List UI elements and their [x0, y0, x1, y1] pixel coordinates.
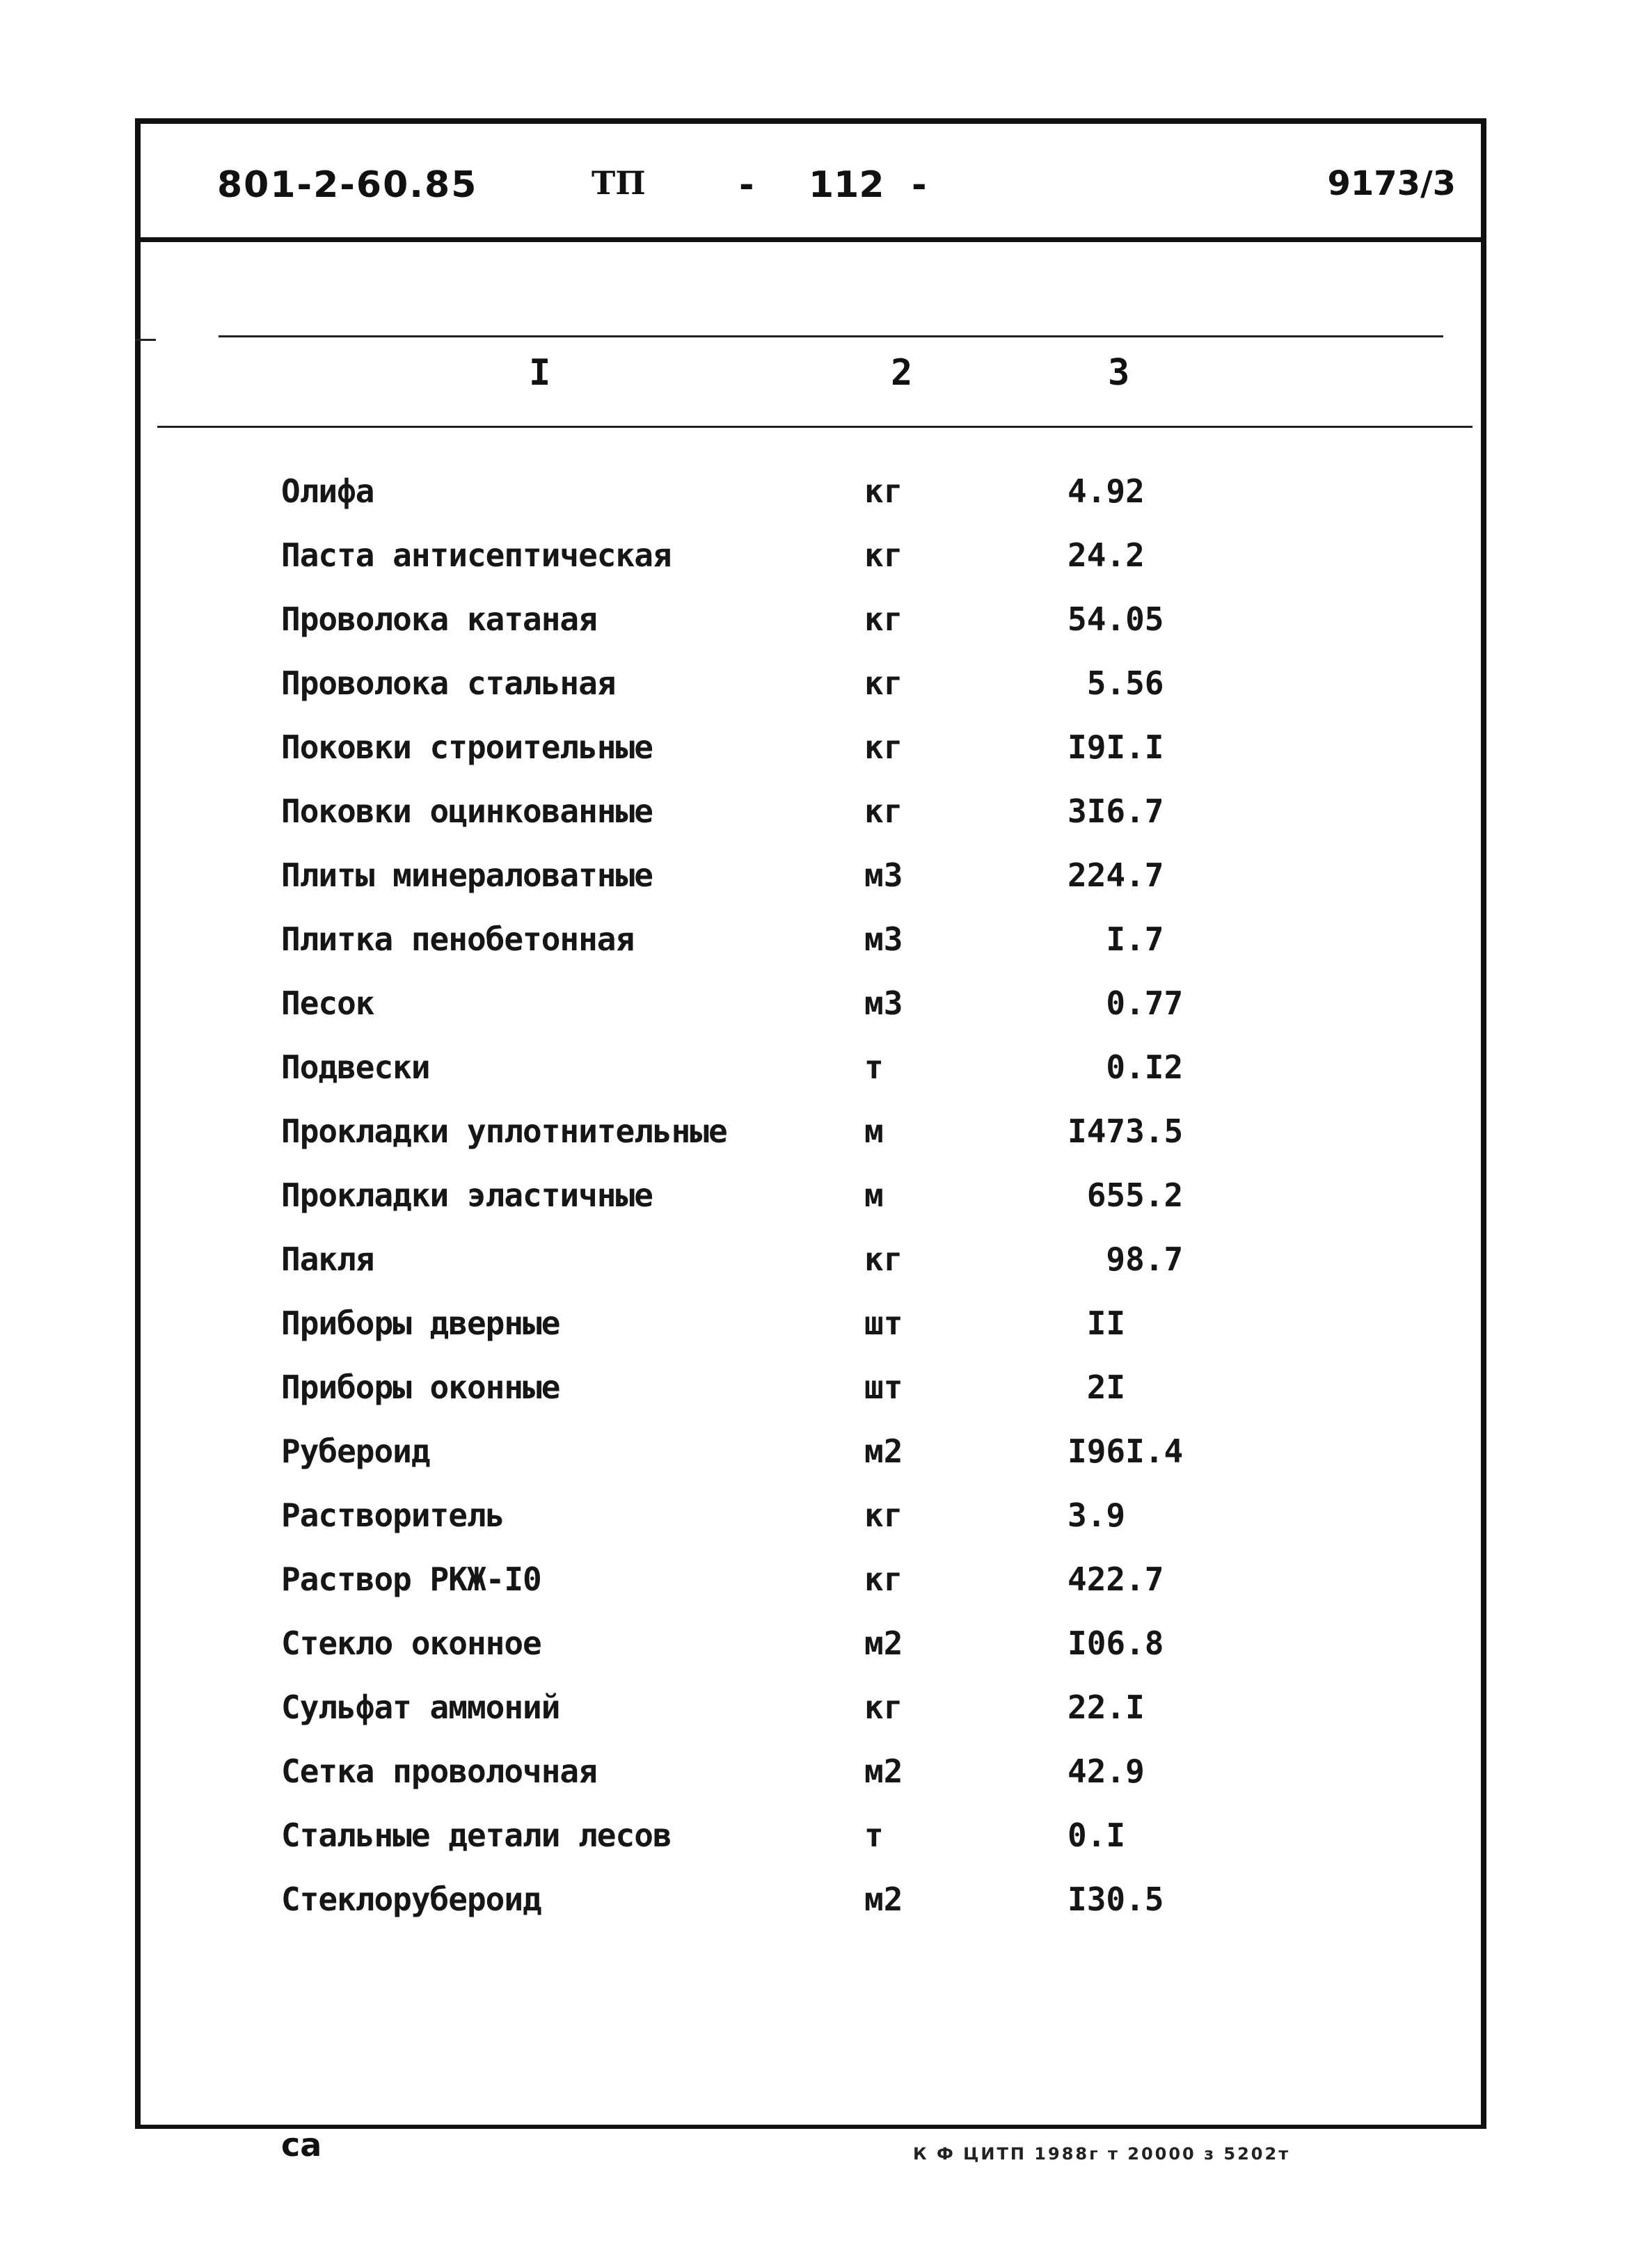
material-name: Стеклорубероид — [281, 1880, 541, 1918]
material-quantity: I06.8 — [1068, 1624, 1164, 1662]
footer-initials: са — [281, 2126, 322, 2164]
material-unit: кг — [864, 600, 903, 638]
material-name: Сульфат аммоний — [281, 1688, 560, 1726]
material-unit: шт — [864, 1304, 903, 1342]
material-unit: кг — [864, 664, 903, 702]
material-quantity: I96I.4 — [1068, 1432, 1184, 1470]
material-quantity: 655.2 — [1068, 1176, 1184, 1214]
table-row — [0, 459, 1627, 523]
material-quantity: 0.I2 — [1068, 1048, 1184, 1086]
table-row — [0, 1035, 1627, 1099]
material-name: Стекло оконное — [281, 1624, 541, 1662]
material-name: Паста антисептическая — [281, 536, 672, 574]
material-quantity: 3.9 — [1068, 1496, 1126, 1534]
table-row — [0, 587, 1627, 651]
material-name: Раствор РКЖ-I0 — [281, 1560, 541, 1598]
table-header-rule — [157, 426, 1473, 428]
material-unit: м2 — [864, 1624, 903, 1662]
material-unit: кг — [864, 536, 903, 574]
table-row — [0, 1099, 1627, 1163]
material-name: Прокладки уплотнительные — [281, 1112, 727, 1150]
material-quantity: 0.I — [1068, 1816, 1126, 1854]
material-unit: кг — [864, 1240, 903, 1278]
material-quantity: 2I — [1068, 1368, 1126, 1406]
table-row — [0, 971, 1627, 1035]
column-header-name: I — [529, 352, 551, 394]
material-quantity: I473.5 — [1068, 1112, 1184, 1150]
table-row — [0, 1867, 1627, 1931]
table-row — [0, 1291, 1627, 1355]
material-quantity: 422.7 — [1068, 1560, 1164, 1598]
material-quantity: 42.9 — [1068, 1752, 1145, 1790]
table-row — [0, 1675, 1627, 1739]
page-dash-right: - — [912, 164, 927, 206]
material-quantity: 3I6.7 — [1068, 792, 1164, 830]
material-name: Олифа — [281, 472, 374, 510]
material-unit: м3 — [864, 920, 903, 958]
material-name: Поковки оцинкованные — [281, 792, 653, 830]
table-top-rule — [219, 335, 1443, 337]
material-quantity: I.7 — [1068, 920, 1164, 958]
column-header-qty: 3 — [1108, 352, 1130, 394]
table-row — [0, 1611, 1627, 1675]
material-name: Плитка пенобетонная — [281, 920, 635, 958]
table-row — [0, 1227, 1627, 1291]
material-unit: кг — [864, 1496, 903, 1534]
material-unit: м2 — [864, 1432, 903, 1470]
material-name: Песок — [281, 984, 374, 1022]
material-unit: м3 — [864, 984, 903, 1022]
table-row — [0, 651, 1627, 715]
material-name: Приборы оконные — [281, 1368, 560, 1406]
material-unit: м3 — [864, 856, 903, 894]
table-row — [0, 1803, 1627, 1867]
material-name: Стальные детали лесов — [281, 1816, 672, 1854]
table-row — [0, 1547, 1627, 1611]
material-unit: м — [864, 1176, 884, 1214]
material-name: Рубероид — [281, 1432, 430, 1470]
material-quantity: I30.5 — [1068, 1880, 1164, 1918]
material-name: Проволока катаная — [281, 600, 597, 638]
table-row — [0, 1419, 1627, 1483]
table-row — [0, 1163, 1627, 1227]
material-unit: м2 — [864, 1880, 903, 1918]
material-quantity: 4.92 — [1068, 472, 1145, 510]
material-quantity: I9I.I — [1068, 728, 1164, 766]
material-quantity: 24.2 — [1068, 536, 1145, 574]
table-row — [0, 1739, 1627, 1803]
material-name: Пакля — [281, 1240, 374, 1278]
margin-tick — [135, 339, 156, 341]
material-unit: кг — [864, 472, 903, 510]
material-unit: м2 — [864, 1752, 903, 1790]
material-quantity: 22.I — [1068, 1688, 1145, 1726]
material-unit: кг — [864, 1560, 903, 1598]
material-unit: кг — [864, 728, 903, 766]
material-name: Плиты минераловатные — [281, 856, 653, 894]
material-quantity: II — [1068, 1304, 1126, 1342]
material-unit: м — [864, 1112, 884, 1150]
table-row — [0, 715, 1627, 779]
material-quantity: 0.77 — [1068, 984, 1184, 1022]
page-number: 112 — [809, 164, 884, 206]
material-unit: кг — [864, 1688, 903, 1726]
title-block — [141, 124, 1481, 242]
material-name: Подвески — [281, 1048, 430, 1086]
material-name: Растворитель — [281, 1496, 505, 1534]
material-name: Приборы дверные — [281, 1304, 560, 1342]
material-name: Проволока стальная — [281, 664, 616, 702]
column-header-unit: 2 — [891, 352, 913, 394]
page-dash-left: - — [739, 164, 754, 206]
material-quantity: 224.7 — [1068, 856, 1164, 894]
material-unit: т — [864, 1048, 884, 1086]
table-row — [0, 779, 1627, 843]
material-quantity: 54.05 — [1068, 600, 1164, 638]
table-row — [0, 907, 1627, 971]
material-unit: шт — [864, 1368, 903, 1406]
table-row — [0, 843, 1627, 907]
material-unit: кг — [864, 792, 903, 830]
document-code: 801-2-60.85 — [217, 164, 478, 206]
material-name: Прокладки эластичные — [281, 1176, 653, 1214]
table-row — [0, 1355, 1627, 1419]
print-imprint: К Ф ЦИТП 1988г т 20000 з 5202т — [913, 2144, 1291, 2164]
document-type: ТП — [592, 164, 646, 202]
material-name: Сетка проволочная — [281, 1752, 597, 1790]
material-quantity: 5.56 — [1068, 664, 1164, 702]
material-unit: т — [864, 1816, 884, 1854]
table-row — [0, 1483, 1627, 1547]
table-row — [0, 523, 1627, 587]
material-name: Поковки строительные — [281, 728, 653, 766]
sheet-number: 9173/3 — [1327, 164, 1456, 203]
material-quantity: 98.7 — [1068, 1240, 1184, 1278]
